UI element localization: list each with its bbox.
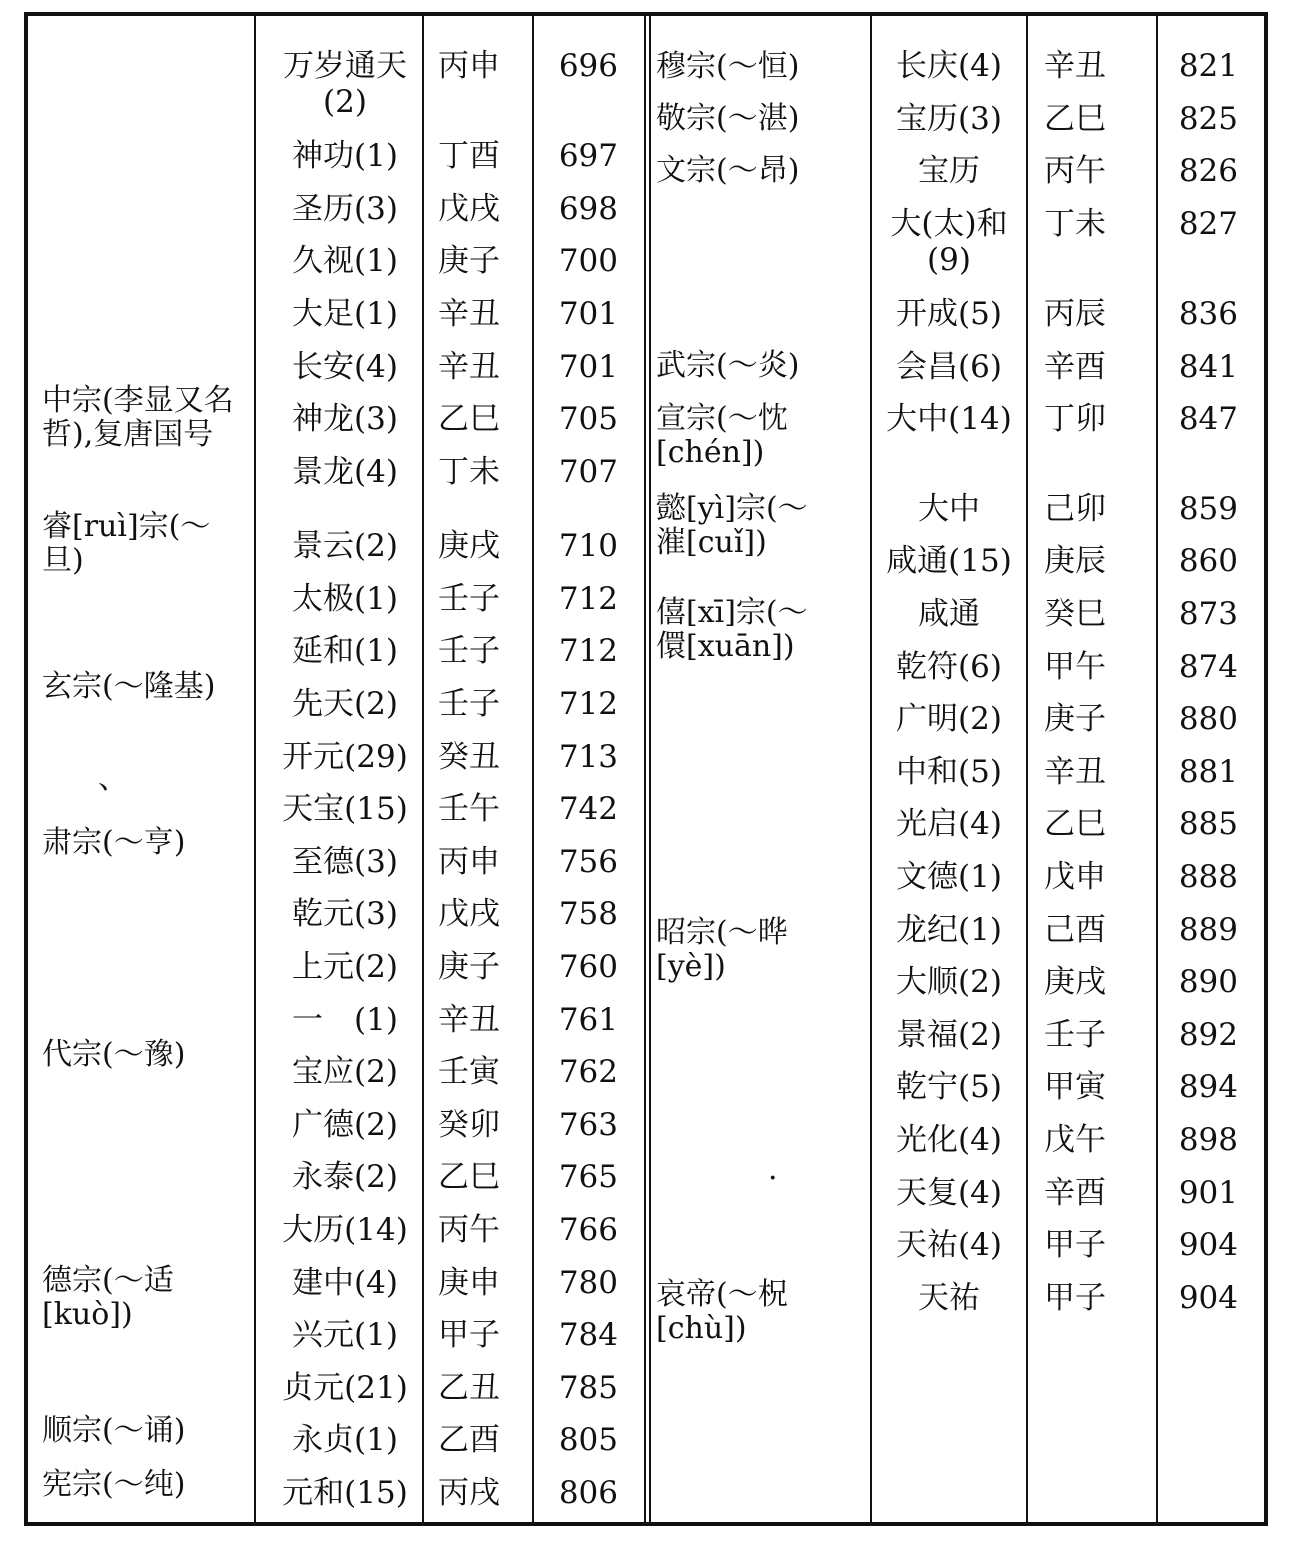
ganzhi: 辛丑	[438, 296, 500, 332]
ganzhi: 壬子	[438, 686, 500, 722]
year: 901	[1178, 1175, 1238, 1211]
era-name: 宝应(2)	[292, 1054, 398, 1090]
stray-mark: 、	[98, 761, 128, 796]
era-name: 元和(15)	[282, 1475, 408, 1511]
ganzhi: 辛丑	[438, 1002, 500, 1038]
emperor-name: 玄宗(～隆基)	[42, 669, 216, 704]
era-name: 一 (1)	[292, 1002, 398, 1038]
ganzhi: 庚子	[438, 949, 500, 985]
year: 805	[558, 1422, 618, 1458]
era-name: 大中	[918, 491, 980, 527]
era-name: 建中(4)	[292, 1265, 398, 1301]
ganzhi: 辛丑	[1044, 754, 1106, 790]
ganzhi: 甲寅	[1044, 1069, 1106, 1105]
era-name: 贞元(21)	[282, 1370, 408, 1406]
ganzhi: 壬子	[438, 633, 500, 669]
era-name: 光化(4)	[896, 1122, 1002, 1158]
era-name: 会昌(6)	[896, 349, 1002, 385]
era-name: 乾元(3)	[292, 896, 398, 932]
emperor-name: 武宗(～炎)	[656, 348, 800, 383]
reign-table	[24, 12, 1268, 1526]
ganzhi: 癸卯	[438, 1107, 500, 1143]
year: 892	[1178, 1017, 1238, 1053]
era-name: 神功(1)	[292, 138, 398, 174]
era-name: 景云(2)	[292, 528, 398, 564]
era-name: 天祐(4)	[896, 1227, 1002, 1263]
year: 890	[1178, 964, 1238, 1000]
emperor-name: 昭宗(～晔[yè])	[656, 915, 788, 984]
year: 888	[1178, 859, 1238, 895]
ganzhi: 乙酉	[438, 1422, 500, 1458]
year: 821	[1178, 48, 1238, 84]
emperor-name: 德宗(～适[kuò])	[42, 1263, 174, 1332]
center-double-divider	[644, 16, 651, 1522]
year: 825	[1178, 101, 1238, 137]
year: 784	[558, 1317, 618, 1353]
year: 713	[558, 739, 618, 775]
era-name: 景龙(4)	[292, 454, 398, 490]
year: 705	[558, 401, 618, 437]
year: 841	[1178, 349, 1238, 385]
ganzhi: 丁未	[1044, 206, 1106, 242]
ganzhi: 甲子	[1044, 1227, 1106, 1263]
ganzhi: 丁酉	[438, 138, 500, 174]
emperor-name: 肃宗(～亨)	[42, 825, 186, 860]
era-name: 永泰(2)	[292, 1159, 398, 1195]
era-name: 开元(29)	[282, 739, 408, 775]
emperor-name: 穆宗(～恒)	[656, 49, 800, 84]
year: 880	[1178, 701, 1238, 737]
ganzhi: 庚子	[1044, 701, 1106, 737]
year: 873	[1178, 596, 1238, 632]
ganzhi: 辛酉	[1044, 1175, 1106, 1211]
era-name: 大顺(2)	[896, 964, 1002, 1000]
year: 698	[558, 191, 618, 227]
era-name: 广明(2)	[896, 701, 1002, 737]
emperor-name: 顺宗(～诵)	[42, 1413, 186, 1448]
year: 826	[1178, 153, 1238, 189]
stray-mark: ·	[768, 1161, 778, 1196]
ganzhi: 辛丑	[1044, 48, 1106, 84]
era-name: 长庆(4)	[896, 48, 1002, 84]
ganzhi: 甲午	[1044, 649, 1106, 685]
ganzhi: 癸巳	[1044, 596, 1106, 632]
year: 806	[558, 1475, 618, 1511]
year: 700	[558, 243, 618, 279]
year: 758	[558, 896, 618, 932]
year: 712	[558, 581, 618, 617]
ganzhi: 乙巳	[1044, 101, 1106, 137]
era-name: 久视(1)	[292, 243, 398, 279]
era-name: 上元(2)	[292, 949, 398, 985]
era-name: 景福(2)	[896, 1017, 1002, 1053]
column-divider	[870, 16, 872, 1522]
era-name: 文德(1)	[896, 859, 1002, 895]
year: 766	[558, 1212, 618, 1248]
ganzhi: 丙戌	[438, 1475, 500, 1511]
era-name: 天宝(15)	[282, 791, 408, 827]
ganzhi: 壬子	[438, 581, 500, 617]
emperor-name: 哀帝(～柷[chù])	[656, 1277, 788, 1346]
era-name: 兴元(1)	[292, 1317, 398, 1353]
year: 904	[1178, 1227, 1238, 1263]
era-name: 万岁通天(2)	[283, 48, 407, 120]
ganzhi: 乙丑	[438, 1370, 500, 1406]
ganzhi: 壬午	[438, 791, 500, 827]
era-name: 延和(1)	[292, 633, 398, 669]
year: 697	[558, 138, 618, 174]
era-name: 至德(3)	[292, 844, 398, 880]
era-name: 天祐	[918, 1280, 980, 1316]
year: 889	[1178, 912, 1238, 948]
ganzhi: 壬寅	[438, 1054, 500, 1090]
ganzhi: 丙辰	[1044, 296, 1106, 332]
era-name: 广德(2)	[292, 1107, 398, 1143]
year: 765	[558, 1159, 618, 1195]
ganzhi: 己酉	[1044, 912, 1106, 948]
ganzhi: 甲子	[1044, 1280, 1106, 1316]
emperor-name: 代宗(～豫)	[42, 1037, 186, 1072]
year: 712	[558, 633, 618, 669]
ganzhi: 乙巳	[438, 1159, 500, 1195]
year: 894	[1178, 1069, 1238, 1105]
era-name: 大中(14)	[886, 401, 1012, 437]
era-name: 咸通	[918, 596, 980, 632]
year: 761	[558, 1002, 618, 1038]
emperor-name: 懿[yì]宗(～漼[cuǐ])	[656, 491, 808, 560]
year: 859	[1178, 491, 1238, 527]
emperor-name: 文宗(～昂)	[656, 153, 800, 188]
ganzhi: 己卯	[1044, 491, 1106, 527]
emperor-name: 宪宗(～纯)	[42, 1467, 186, 1502]
ganzhi: 戊戌	[438, 191, 500, 227]
era-name: 乾符(6)	[896, 649, 1002, 685]
era-name: 大足(1)	[292, 296, 398, 332]
year: 760	[558, 949, 618, 985]
ganzhi: 壬子	[1044, 1017, 1106, 1053]
year: 885	[1178, 806, 1238, 842]
era-name: 长安(4)	[292, 349, 398, 385]
year: 696	[558, 48, 618, 84]
era-name: 宝历(3)	[896, 101, 1002, 137]
era-name: 龙纪(1)	[896, 912, 1002, 948]
era-name: 乾宁(5)	[896, 1069, 1002, 1105]
year: 742	[558, 791, 618, 827]
year: 860	[1178, 543, 1238, 579]
era-name: 咸通(15)	[886, 543, 1012, 579]
era-name: 神龙(3)	[292, 401, 398, 437]
ganzhi: 乙巳	[1044, 806, 1106, 842]
era-name: 天复(4)	[896, 1175, 1002, 1211]
ganzhi: 丁未	[438, 454, 500, 490]
era-name: 永贞(1)	[292, 1422, 398, 1458]
ganzhi: 丙申	[438, 844, 500, 880]
ganzhi: 庚辰	[1044, 543, 1106, 579]
ganzhi: 辛酉	[1044, 349, 1106, 385]
ganzhi: 丙申	[438, 48, 500, 84]
year: 881	[1178, 754, 1238, 790]
emperor-name: 中宗(李显又名哲),复唐国号	[42, 383, 234, 452]
year: 763	[558, 1107, 618, 1143]
ganzhi: 戊申	[1044, 859, 1106, 895]
ganzhi: 戊午	[1044, 1122, 1106, 1158]
ganzhi: 戊戌	[438, 896, 500, 932]
ganzhi: 庚戌	[438, 528, 500, 564]
ganzhi: 辛丑	[438, 349, 500, 385]
ganzhi: 庚戌	[1044, 964, 1106, 1000]
year: 710	[558, 528, 618, 564]
year: 701	[558, 296, 618, 332]
year: 836	[1178, 296, 1238, 332]
year: 707	[558, 454, 618, 490]
year: 756	[558, 844, 618, 880]
ganzhi: 丁卯	[1044, 401, 1106, 437]
ganzhi: 癸丑	[438, 739, 500, 775]
year: 827	[1178, 206, 1238, 242]
era-name: 大(太)和(9)	[890, 206, 1008, 278]
ganzhi: 丙午	[1044, 153, 1106, 189]
emperor-name: 僖[xī]宗(～儇[xuān])	[656, 595, 808, 664]
year: 780	[558, 1265, 618, 1301]
era-name: 圣历(3)	[292, 191, 398, 227]
year: 898	[1178, 1122, 1238, 1158]
era-name: 宝历	[918, 153, 980, 189]
ganzhi: 丙午	[438, 1212, 500, 1248]
ganzhi: 庚子	[438, 243, 500, 279]
year: 874	[1178, 649, 1238, 685]
emperor-name: 敬宗(～湛)	[656, 101, 800, 136]
year: 785	[558, 1370, 618, 1406]
year: 847	[1178, 401, 1238, 437]
ganzhi: 庚申	[438, 1265, 500, 1301]
year: 712	[558, 686, 618, 722]
year: 701	[558, 349, 618, 385]
emperor-name: 宣宗(～忱[chén])	[656, 401, 788, 470]
era-name: 大历(14)	[282, 1212, 408, 1248]
era-name: 先天(2)	[292, 686, 398, 722]
emperor-name: 睿[ruì]宗(～旦)	[42, 509, 211, 578]
year: 904	[1178, 1280, 1238, 1316]
era-name: 开成(5)	[896, 296, 1002, 332]
ganzhi: 乙巳	[438, 401, 500, 437]
era-name: 中和(5)	[896, 754, 1002, 790]
era-name: 光启(4)	[896, 806, 1002, 842]
column-divider	[1026, 16, 1028, 1522]
era-name: 太极(1)	[292, 581, 398, 617]
year: 762	[558, 1054, 618, 1090]
ganzhi: 甲子	[438, 1317, 500, 1353]
